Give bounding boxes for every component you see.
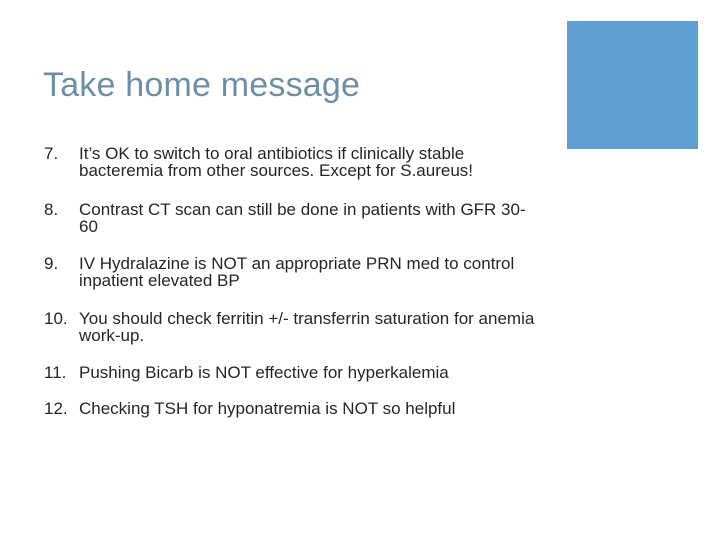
item-text: Contrast CT scan can still be done in patients with GFR 30-60 xyxy=(79,200,526,236)
item-text: Checking TSH for hyponatremia is NOT so helpful xyxy=(79,399,456,418)
item-text: IV Hydralazine is NOT an appropriate PRN med to control inpatient elevated BP xyxy=(79,254,515,290)
list-item xyxy=(44,255,544,289)
list-item xyxy=(44,310,544,344)
item-text: You should check ferritin +/- transferrin saturation for anemia work-up. xyxy=(79,309,535,345)
item-number: 9. xyxy=(44,254,59,273)
list-item xyxy=(44,400,544,417)
item-number: 8. xyxy=(44,200,59,219)
item-text: It’s OK to switch to oral antibiotics if clinically stable bacteremia from other sources. Except for S.aureus! xyxy=(79,144,474,180)
item-number: 7. xyxy=(44,144,59,163)
item-number: 10. xyxy=(44,309,68,328)
item-number: 12. xyxy=(44,399,68,418)
accent-block xyxy=(567,21,698,149)
item-number: 11. xyxy=(44,363,67,382)
slide-title: Take home message xyxy=(43,66,361,104)
item-text: Pushing Bicarb is NOT effective for hyperkalemia xyxy=(79,363,449,382)
list-item xyxy=(44,201,544,235)
list-item xyxy=(44,145,544,179)
list-item xyxy=(44,364,544,381)
